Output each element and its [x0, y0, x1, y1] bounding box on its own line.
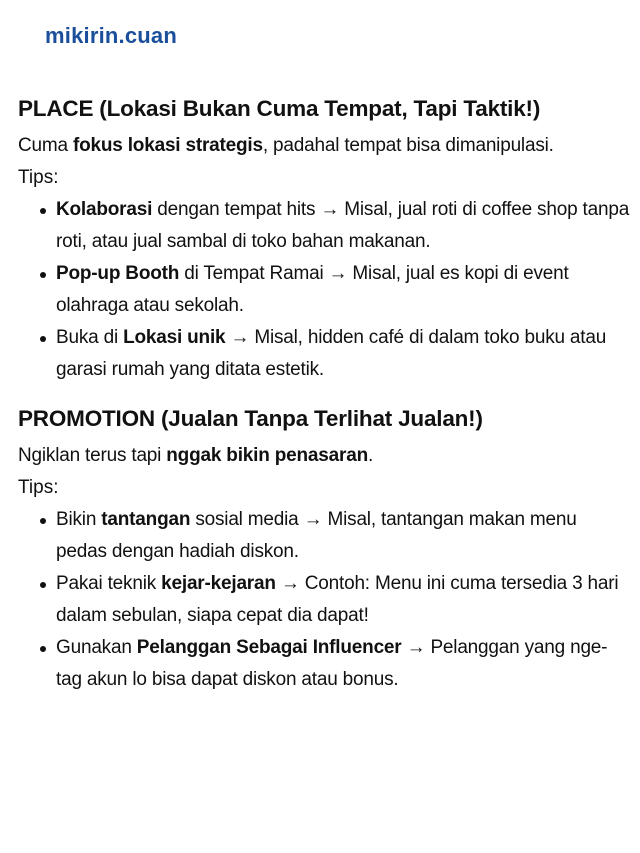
section-intro — [18, 130, 630, 162]
intro-text: , padahal tempat bisa dimanipulasi. — [262, 135, 554, 156]
bullet-text: Gunakan — [56, 637, 137, 658]
article-body — [18, 92, 630, 696]
intro-text: Ngiklan terus tapi — [18, 445, 167, 466]
brand-logo-text: mikirin.cuan — [45, 23, 177, 48]
tips-label: Tips: — [18, 167, 59, 188]
bullet-text: dengan tempat hits → Misal, jual roti di coffee shop tanpa roti, atau jual sambal di toko bahan makanan. — [56, 199, 630, 252]
intro-text: Cuma — [18, 135, 73, 156]
intro-emphasis: nggak bikin penasaran — [166, 445, 368, 466]
bullet-emphasis: tantangan — [101, 509, 191, 530]
bullet-text: Pakai teknik — [56, 573, 162, 594]
bullet-emphasis: kejar-kejaran — [161, 573, 276, 594]
bullet-text: → Misal, hidden café di dalam toko buku atau garasi rumah yang ditata estetik. — [56, 327, 607, 380]
bullet-text: → Contoh: Menu ini cuma tersedia 3 hari dalam sebulan, siapa cepat dia dapat! — [56, 573, 619, 626]
section-intro — [18, 440, 630, 472]
section-heading: PLACE (Lokasi Bukan Cuma Tempat, Tapi Taktik!) — [18, 96, 541, 121]
bullet-text: Buka di — [56, 327, 124, 348]
intro-text: . — [367, 445, 374, 466]
list-item — [18, 632, 630, 696]
list-item — [18, 258, 630, 322]
bullet-emphasis: Lokasi unik — [123, 327, 226, 348]
bullet-emphasis: Pop-up Booth — [56, 263, 180, 284]
section-place — [18, 92, 630, 386]
tips-label: Tips: — [18, 477, 59, 498]
bullet-text: sosial media → Misal, tantangan makan menu pedas dengan hadiah diskon. — [56, 509, 577, 562]
tips-list — [18, 194, 630, 386]
list-item — [18, 194, 630, 258]
list-item — [18, 504, 630, 568]
list-item — [18, 322, 630, 386]
list-item — [18, 568, 630, 632]
bullet-emphasis: Kolaborasi — [56, 199, 153, 220]
tips-list — [18, 504, 630, 696]
section-heading: PROMOTION (Jualan Tanpa Terlihat Jualan!) — [18, 406, 483, 431]
intro-emphasis: fokus lokasi strategis — [72, 135, 263, 156]
bullet-text: → Pelanggan yang nge-tag akun lo bisa dapat diskon atau bonus. — [56, 637, 608, 690]
bullet-emphasis: Pelanggan Sebagai Influencer — [136, 637, 402, 658]
bullet-text: Bikin — [56, 509, 102, 530]
section-promotion — [18, 402, 630, 696]
bullet-text: di Tempat Ramai → Misal, jual es kopi di event olahraga atau sekolah. — [56, 263, 569, 316]
